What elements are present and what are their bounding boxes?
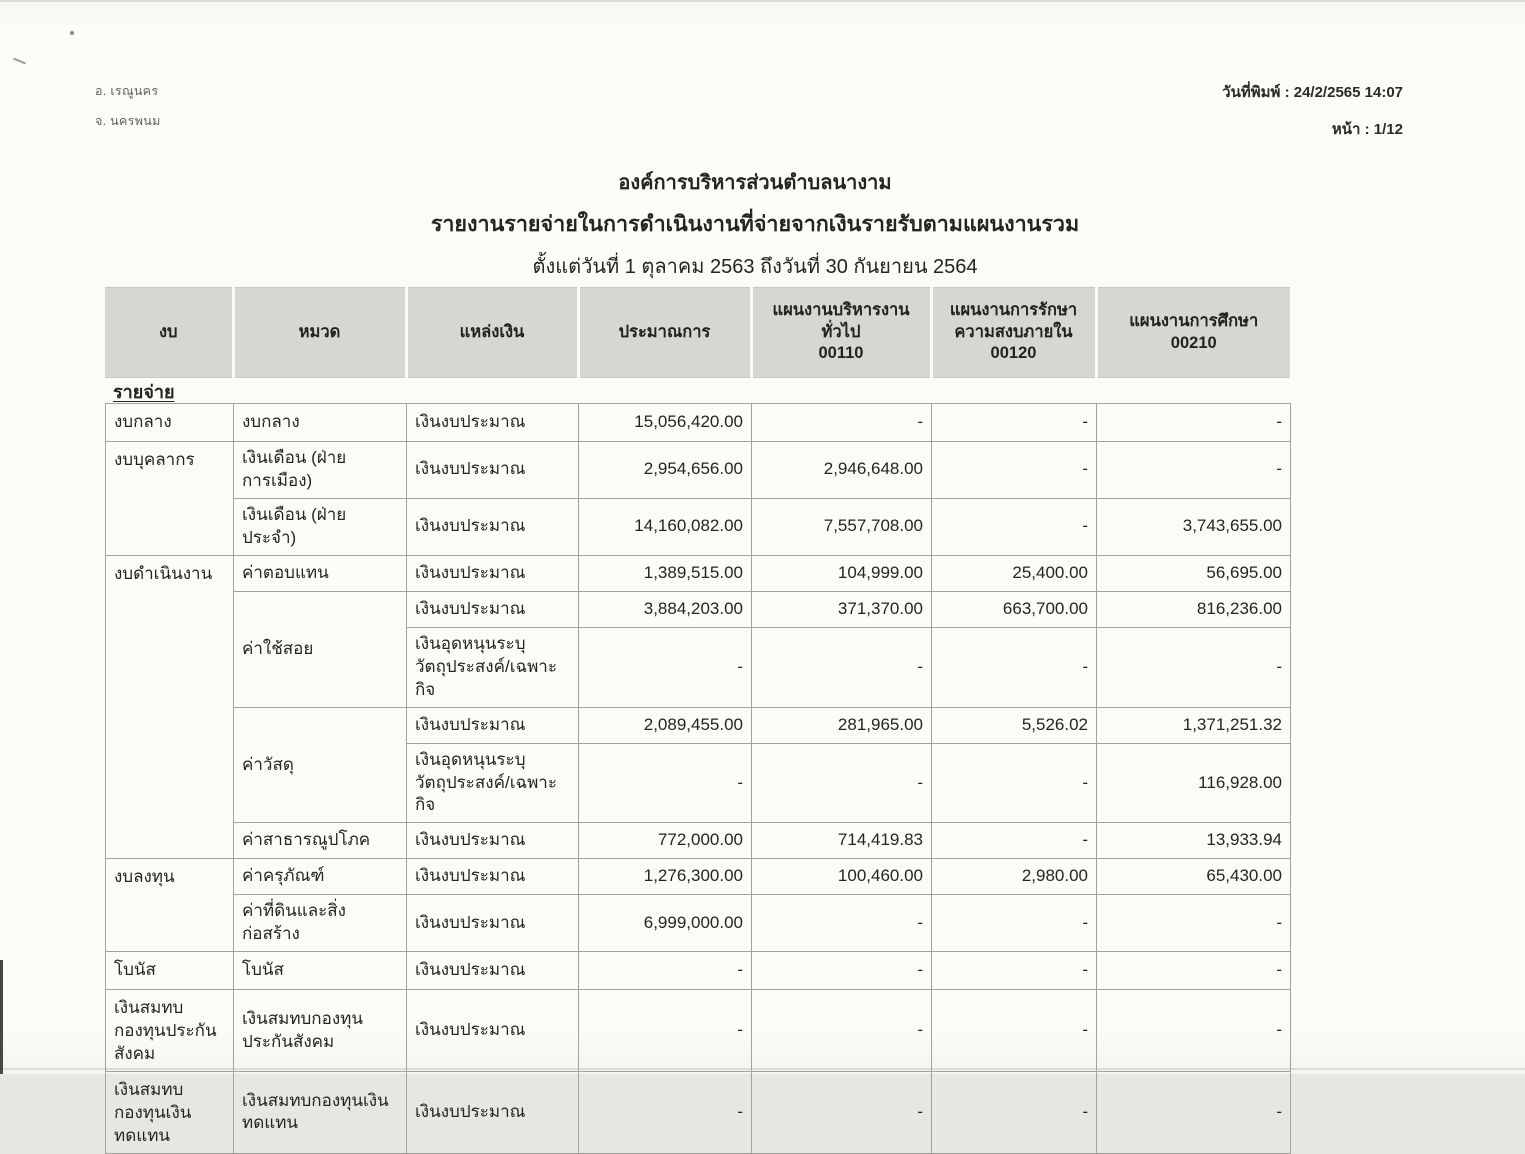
label-cell: ค่าครุภัณฑ์ [234,859,407,895]
label-cell: เงินงบประมาณ [407,952,579,990]
column-header-6: แผนงานการรักษาความสงบภายใน 00120 [931,288,1096,378]
amount-cell: - [1097,895,1291,952]
table-row [106,1072,1291,1154]
label-cell: เงินงบประมาณ [407,442,579,499]
amount-cell: - [579,627,752,707]
label-cell: เงินงบประมาณ [407,707,579,743]
print-info-block [1222,80,1403,154]
print-date-value: 24/2/2565 14:07 [1293,84,1403,101]
column-header-1: งบ [105,288,233,378]
label-cell: เงินงบประมาณ [407,1072,579,1154]
amount-cell: 104,999.00 [752,555,932,591]
amount-cell: - [752,743,932,823]
label-cell: เงินงบประมาณ [407,498,579,555]
amount-cell: - [932,498,1097,555]
amount-cell: 15,056,420.00 [579,404,752,442]
section-label-expenditure: รายจ่าย [113,382,175,402]
report-period: ตั้งแต่วันที่ 1 ตุลาคม 2563 ถึงวันที่ 30 กันยายน 2564 [532,256,978,278]
amount-cell: - [1097,952,1291,990]
table-row [106,990,1291,1072]
label-cell: ค่าตอบแทน [234,555,407,591]
table-row [106,591,1291,627]
label-cell: เงินงบประมาณ [407,895,579,952]
label-cell: ค่าใช้สอย [234,591,407,707]
amount-cell: 663,700.00 [932,591,1097,627]
amount-cell: - [932,442,1097,499]
label-cell: งบดำเนินงาน [106,555,234,859]
amount-cell: - [579,990,752,1072]
amount-cell: 56,695.00 [1097,555,1291,591]
amount-cell: 14,160,082.00 [579,498,752,555]
report-table-header [105,287,1290,378]
label-cell: งบกลาง [234,404,407,442]
report-table [105,403,1291,1154]
district-label: อ. เรณูนคร [95,84,159,98]
amount-cell: - [752,895,932,952]
location-block [95,76,161,136]
amount-cell: 3,743,655.00 [1097,498,1291,555]
amount-cell: - [932,404,1097,442]
report-title: รายงานรายจ่ายในการดำเนินงานที่จ่ายจากเงินรายรับตามแผนงานรวม [430,212,1080,236]
scan-edge-top [0,0,1525,2]
table-row [106,859,1291,895]
label-cell: เงินเดือน (ฝ่ายการเมือง) [234,442,407,499]
amount-cell: - [579,743,752,823]
table-row [106,707,1291,743]
table-row [106,895,1291,952]
organization-name: องค์การบริหารส่วนตำบลนางาม [618,172,892,194]
amount-cell: - [932,627,1097,707]
label-cell: เงินอุดหนุนระบุวัตถุประสงค์/เฉพาะกิจ [407,743,579,823]
table-row [106,404,1291,442]
amount-cell: - [932,823,1097,859]
amount-cell: 2,946,648.00 [752,442,932,499]
amount-cell: 3,884,203.00 [579,591,752,627]
label-cell: ค่าสาธารณูปโภค [234,823,407,859]
amount-cell: 25,400.00 [932,555,1097,591]
amount-cell: - [752,627,932,707]
province-label: จ. นครพนม [95,114,161,128]
table-row [106,498,1291,555]
scan-speck [70,31,74,35]
label-cell: งบลงทุน [106,859,234,952]
amount-cell: 65,430.00 [1097,859,1291,895]
column-header-code: 00110 [818,344,864,363]
amount-cell: 1,371,251.32 [1097,707,1291,743]
print-date-label: วันที่พิมพ์ : [1222,84,1290,101]
label-cell: เงินงบประมาณ [407,591,579,627]
label-cell: เงินงบประมาณ [407,859,579,895]
label-cell: ค่าที่ดินและสิ่งก่อสร้าง [234,895,407,952]
amount-cell: - [932,743,1097,823]
amount-cell: 2,954,656.00 [579,442,752,499]
label-cell: เงินงบประมาณ [407,404,579,442]
amount-cell: 714,419.83 [752,823,932,859]
amount-cell: - [932,990,1097,1072]
table-body [106,404,1291,1154]
amount-cell: - [752,404,932,442]
amount-cell: - [932,952,1097,990]
amount-cell: - [752,952,932,990]
column-header-2: หมวด [233,288,406,378]
column-header-5: แผนงานบริหารงานทั่วไป 00110 [751,288,931,378]
label-cell: เงินสมทบกองทุนประกันสังคม [234,990,407,1072]
amount-cell: 371,370.00 [752,591,932,627]
amount-cell: 2,980.00 [932,859,1097,895]
amount-cell: - [1097,404,1291,442]
amount-cell: 2,089,455.00 [579,707,752,743]
column-header-4: ประมาณการ [578,288,751,378]
amount-cell: - [1097,1072,1291,1154]
column-header-3: แหล่งเงิน [406,288,578,378]
table-row [106,555,1291,591]
amount-cell: 5,526.02 [932,707,1097,743]
amount-cell: 772,000.00 [579,823,752,859]
table-head [105,288,1290,378]
table-row [106,952,1291,990]
amount-cell: - [1097,627,1291,707]
print-date-line [1222,80,1403,104]
table-row [106,823,1291,859]
amount-cell: - [1097,990,1291,1072]
label-cell: เงินงบประมาณ [407,990,579,1072]
amount-cell: - [1097,442,1291,499]
column-header-code: 00120 [990,344,1037,363]
amount-cell: 7,557,708.00 [752,498,932,555]
amount-cell: 1,389,515.00 [579,555,752,591]
header-row [105,288,1290,378]
label-cell: เงินอุดหนุนระบุวัตถุประสงค์/เฉพาะกิจ [407,627,579,707]
amount-cell: 13,933.94 [1097,823,1291,859]
column-header-code: 00210 [1170,333,1217,352]
label-cell: เงินสมทบกองทุนเงินทดแทน [106,1072,234,1154]
label-cell: โบนัส [234,952,407,990]
label-cell: เงินงบประมาณ [407,823,579,859]
amount-cell: 116,928.00 [1097,743,1291,823]
amount-cell: 6,999,000.00 [579,895,752,952]
label-cell: เงินสมทบกองทุนเงินทดแทน [234,1072,407,1154]
label-cell: โบนัส [106,952,234,990]
amount-cell: - [579,1072,752,1154]
label-cell: เงินเดือน (ฝ่ายประจำ) [234,498,407,555]
page-number-value: 1/12 [1373,121,1403,138]
scan-mark [13,58,26,65]
label-cell: ค่าวัสดุ [234,707,407,823]
page-number-label: หน้า : [1331,121,1370,138]
page-number-line [1222,117,1403,141]
table-row [106,442,1291,499]
label-cell: งบกลาง [106,404,234,442]
report-title-block [0,166,1510,282]
amount-cell: - [752,1072,932,1154]
amount-cell: - [752,990,932,1072]
label-cell: เงินงบประมาณ [407,555,579,591]
amount-cell: 816,236.00 [1097,591,1291,627]
amount-cell: 281,965.00 [752,707,932,743]
label-cell: เงินสมทบกองทุนประกันสังคม [106,990,234,1072]
label-cell: งบบุคลากร [106,442,234,556]
scan-edge-left [0,960,3,1074]
amount-cell: 1,276,300.00 [579,859,752,895]
amount-cell: 100,460.00 [752,859,932,895]
amount-cell: - [932,1072,1097,1154]
column-header-7: แผนงานการศึกษา 00210 [1096,288,1290,378]
amount-cell: - [579,952,752,990]
amount-cell: - [932,895,1097,952]
